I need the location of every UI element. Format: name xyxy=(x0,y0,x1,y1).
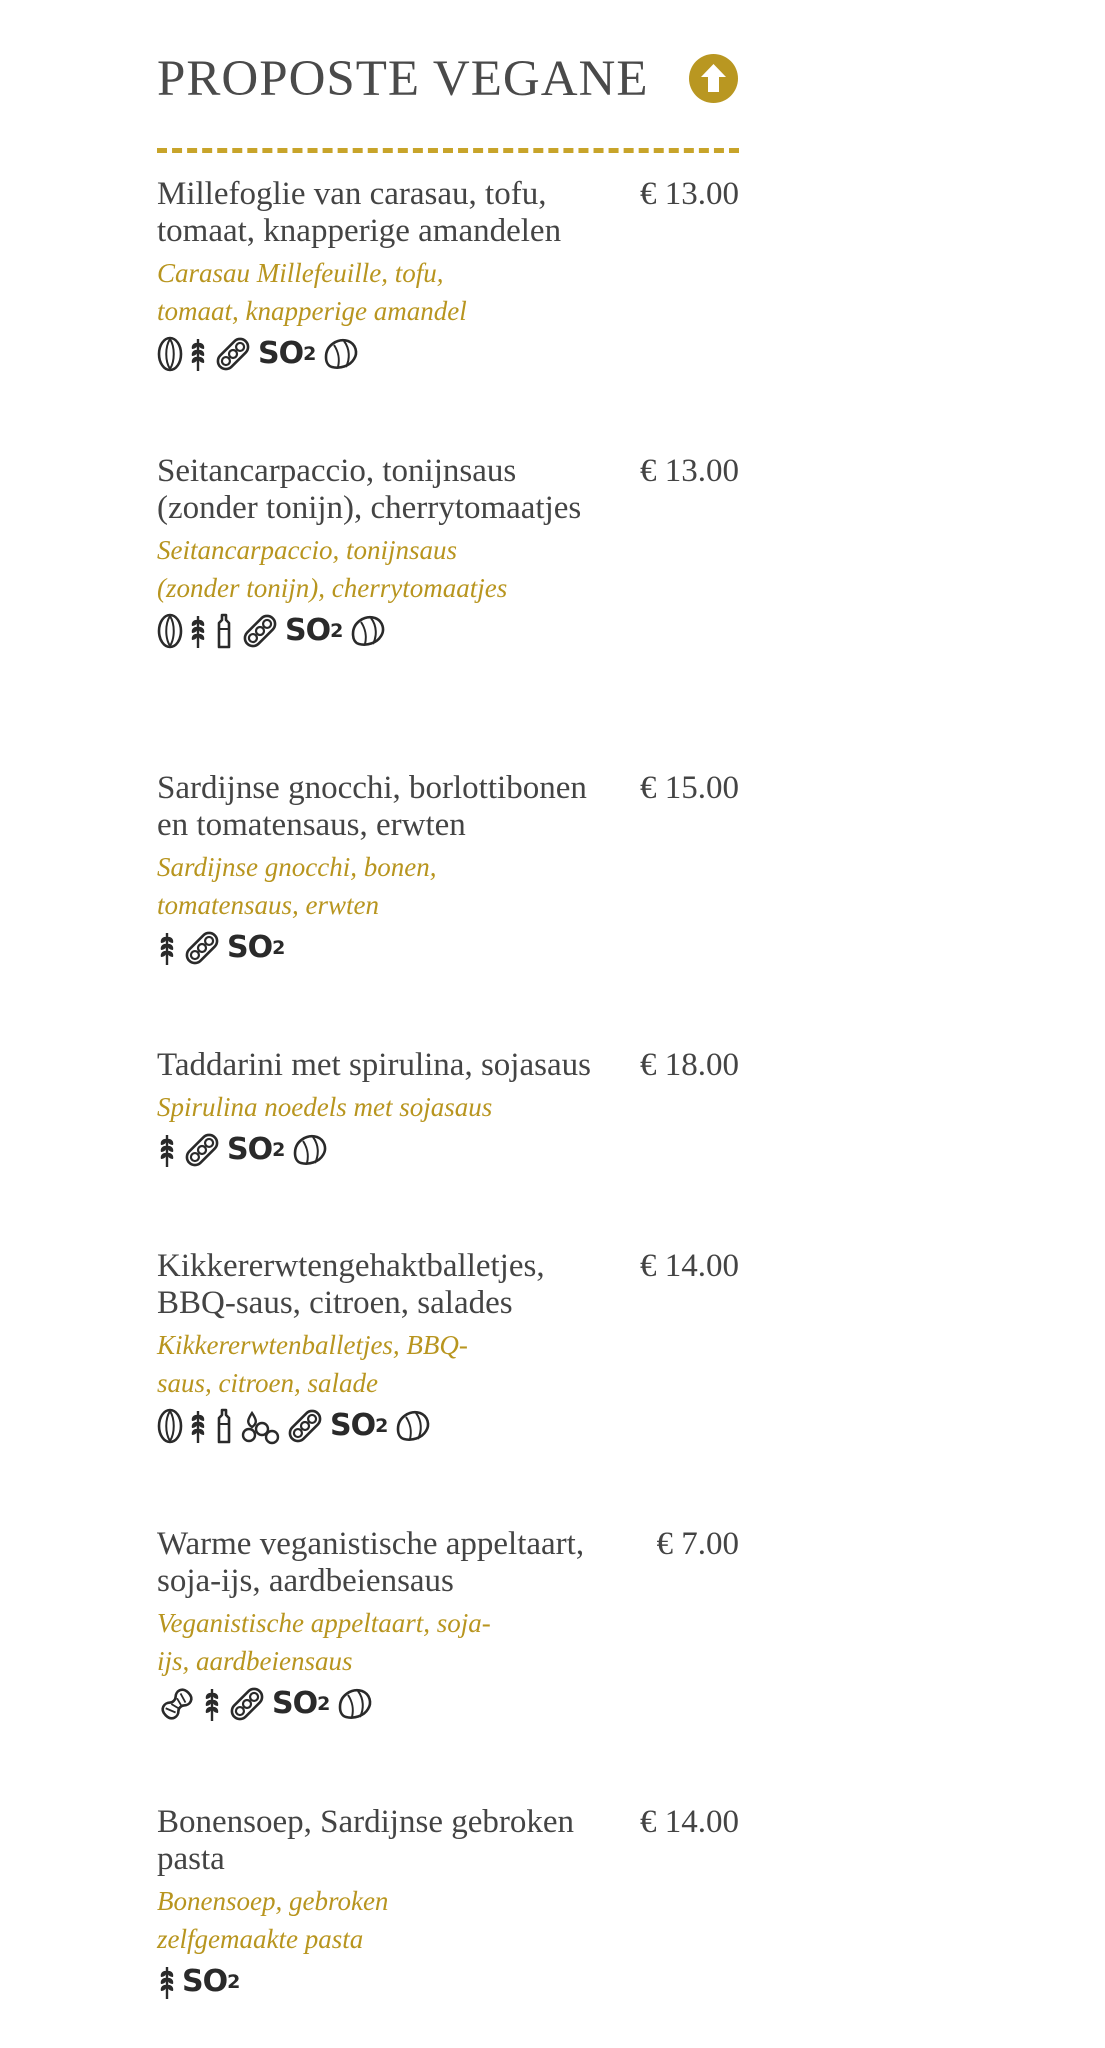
sesame-allergen-icon xyxy=(347,612,389,650)
allergen-icons xyxy=(157,334,739,374)
gluten-wheat-icon xyxy=(202,1685,222,1723)
mustard-bottle-icon xyxy=(213,612,235,650)
menu-item-name: Bonensoep, Sardijnse gebroken pasta xyxy=(157,1804,574,1877)
sesame-allergen-icon xyxy=(289,1131,331,1169)
gluten-wheat-icon xyxy=(157,1131,177,1169)
sulphite-so2-icon xyxy=(330,1408,387,1444)
sulphite-so2-icon xyxy=(227,1132,284,1168)
menu-item-price: € 15.00 xyxy=(640,770,739,806)
menu-item-name: Taddarini met spirulina, sojasaus xyxy=(157,1047,591,1083)
soy-bean-icon xyxy=(227,1685,267,1723)
allergen-icons xyxy=(157,928,739,968)
sesame-allergen-icon xyxy=(392,1407,434,1445)
gluten-wheat-icon xyxy=(188,612,208,650)
menu-item-name: Warme veganistische appeltaart, soja-ijs, aardbeiensaus xyxy=(157,1526,585,1599)
sesame-allergen-icon xyxy=(334,1685,376,1723)
section-title: PROPOSTE VEGANE xyxy=(157,51,649,107)
menu-item xyxy=(157,1248,739,1446)
menu-item-translation: Seitancarpaccio, tonijnsaus (zonder tonijn), cherrytomaatjes xyxy=(157,535,508,603)
menu-item xyxy=(157,1804,739,2002)
menu-item xyxy=(157,770,739,968)
so2-subscript: 2 xyxy=(317,1693,330,1715)
menu-item-price: € 13.00 xyxy=(640,453,739,489)
allergen-icons xyxy=(157,1962,739,2002)
dashed-divider xyxy=(157,148,739,153)
allergen-icons xyxy=(157,611,739,651)
so2-label: SO xyxy=(330,1408,376,1443)
lupin-allergen-icon xyxy=(240,1407,280,1445)
section-header xyxy=(157,48,739,118)
sulphite-so2-icon xyxy=(258,336,315,372)
so2-subscript: 2 xyxy=(272,937,285,959)
menu-item xyxy=(157,1526,739,1724)
sesame-allergen-icon xyxy=(320,335,362,373)
vegan-menu-section xyxy=(157,48,739,1999)
so2-label: SO xyxy=(285,613,331,648)
menu-item-name: Millefoglie van carasau, tofu, tomaat, knapperige amandelen xyxy=(157,176,562,249)
gluten-wheat-icon xyxy=(188,1407,208,1445)
allergen-icons xyxy=(157,1684,739,1724)
mustard-bottle-icon xyxy=(213,1407,235,1445)
so2-label: SO xyxy=(182,1964,228,1999)
menu-item-price: € 14.00 xyxy=(640,1804,739,1840)
menu-item-translation: Spirulina noedels met sojasaus xyxy=(157,1092,493,1122)
so2-label: SO xyxy=(258,336,304,371)
nut-allergen-icon xyxy=(157,612,183,650)
menu-item-translation: Carasau Millefeuille, tofu, tomaat, knapperige amandel xyxy=(157,258,467,326)
menu-item-translation: Sardijnse gnocchi, bonen, tomatensaus, erwten xyxy=(157,852,437,920)
menu-item-price: € 7.00 xyxy=(656,1526,739,1562)
nut-allergen-icon xyxy=(157,335,183,373)
sulphite-so2-icon xyxy=(272,1686,329,1722)
soy-bean-icon xyxy=(182,929,222,967)
menu-item-name: Sardijnse gnocchi, borlottibonen en tomatensaus, erwten xyxy=(157,770,587,843)
menu-item xyxy=(157,176,739,374)
menu-item-price: € 13.00 xyxy=(640,176,739,212)
allergen-icons xyxy=(157,1130,739,1170)
allergen-icons xyxy=(157,1406,739,1446)
menu-item-translation: Kikkererwtenballetjes, BBQ-saus, citroen, salade xyxy=(157,1330,468,1398)
menu-item-name: Seitancarpaccio, tonijnsaus (zonder tonijn), cherrytomaatjes xyxy=(157,453,582,526)
soy-bean-icon xyxy=(285,1407,325,1445)
arrow-up-circle-icon xyxy=(689,54,738,103)
sulphite-so2-icon xyxy=(182,1964,239,2000)
so2-label: SO xyxy=(227,1132,273,1167)
gluten-wheat-icon xyxy=(157,929,177,967)
so2-subscript: 2 xyxy=(303,343,316,365)
menu-item xyxy=(157,1047,739,1170)
menu-item-name: Kikkererwtengehaktballetjes, BBQ-saus, citroen, salades xyxy=(157,1248,545,1321)
menu-item-translation: Bonensoep, gebroken zelfgemaakte pasta xyxy=(157,1886,389,1954)
sulphite-so2-icon xyxy=(285,613,342,649)
soy-bean-icon xyxy=(213,335,253,373)
so2-label: SO xyxy=(272,1686,318,1721)
so2-subscript: 2 xyxy=(272,1139,285,1161)
peanut-allergen-icon xyxy=(157,1685,197,1723)
menu-item-price: € 18.00 xyxy=(640,1047,739,1083)
nut-allergen-icon xyxy=(157,1407,183,1445)
menu-item-translation: Veganistische appeltaart, soja-ijs, aardbeiensaus xyxy=(157,1608,491,1676)
soy-bean-icon xyxy=(240,612,280,650)
so2-subscript: 2 xyxy=(375,1415,388,1437)
so2-label: SO xyxy=(227,930,273,965)
gluten-wheat-icon xyxy=(188,335,208,373)
gluten-wheat-icon xyxy=(157,1963,177,2001)
scroll-to-top-button[interactable] xyxy=(689,54,738,103)
soy-bean-icon xyxy=(182,1131,222,1169)
so2-subscript: 2 xyxy=(227,1971,240,1993)
menu-item-price: € 14.00 xyxy=(640,1248,739,1284)
menu-item xyxy=(157,453,739,651)
so2-subscript: 2 xyxy=(330,620,343,642)
sulphite-so2-icon xyxy=(227,930,284,966)
